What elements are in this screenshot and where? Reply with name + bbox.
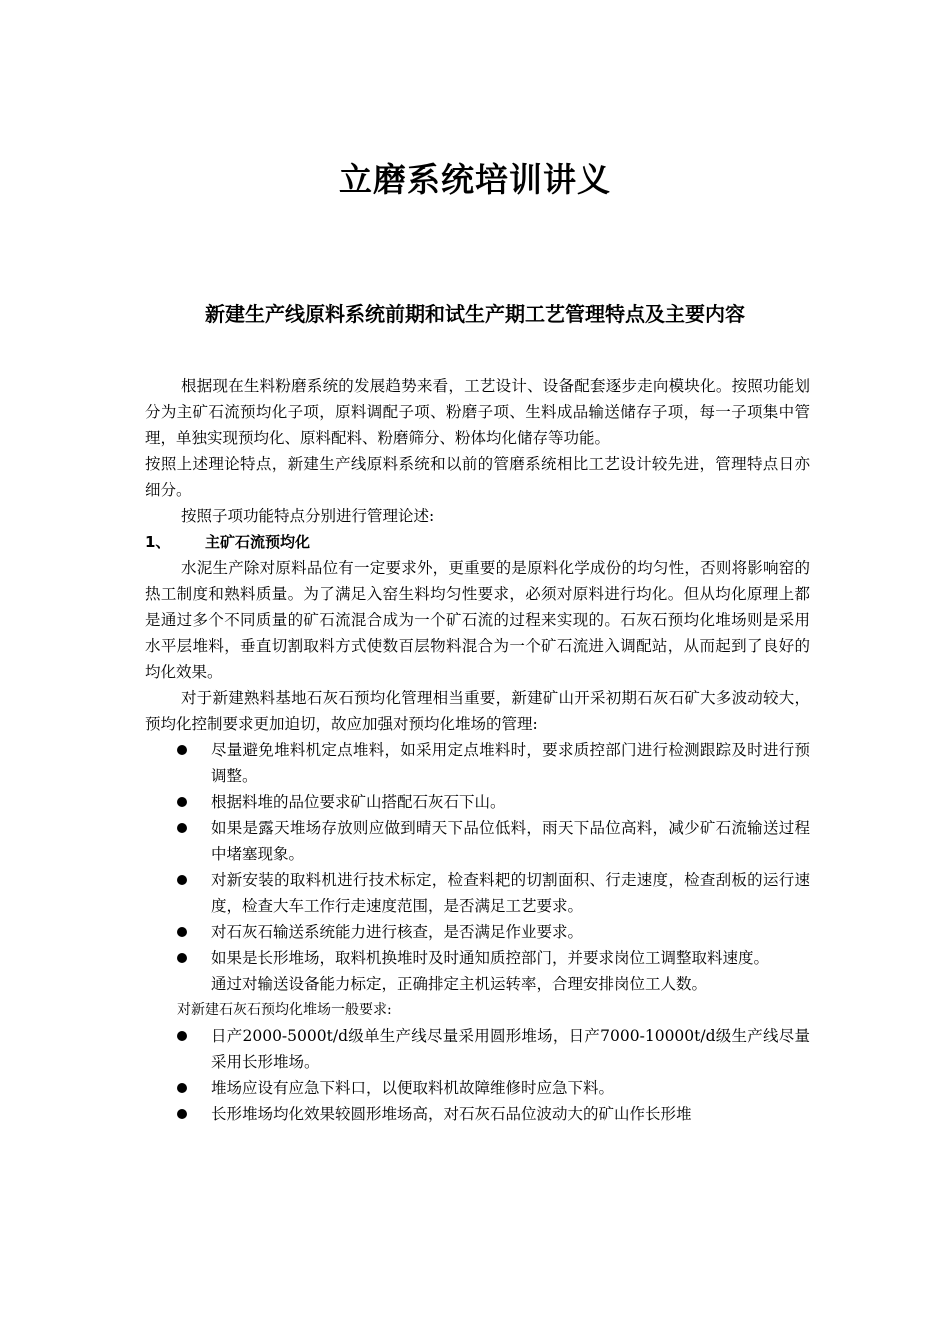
list-item: 如果是露天堆场存放则应做到晴天下品位低料，雨天下品位高料，减少矿石流输送过程中堵塞现象。 bbox=[175, 815, 810, 867]
list-item: 日产2000-5000t/d级单生产线尽量采用圆形堆场，日产7000-10000t/d级生产线尽量采用长形堆场。 bbox=[175, 1023, 810, 1075]
requirements-intro: 对新建石灰石预均化堆场一般要求: bbox=[177, 1002, 392, 1018]
bullet-icon bbox=[177, 1083, 187, 1093]
bullet-icon bbox=[177, 927, 187, 937]
stockpile-management-list bbox=[145, 737, 810, 971]
intro-paragraph-1: 根据现在生料粉磨系统的发展趋势来看，工艺设计、设备配套逐步走向模块化。按照功能划分为主矿石流预均化子项，原料调配子项、粉磨子项、生料成品输送储存子项，每一子项集中管理，单独实现预均化、原料配料、粉磨筛分、粉体均化储存等功能。 bbox=[145, 377, 810, 447]
document-title: 立磨系统培训讲义 bbox=[339, 160, 611, 199]
section-1-heading bbox=[145, 529, 810, 555]
section-1-note: 通过对输送设备能力标定，正确排定主机运转率，合理安排岗位工人数。 bbox=[211, 975, 708, 993]
list-item: 对新安装的取料机进行技术标定，检查料耙的切割面积、行走速度，检查刮板的运行速度，检查大车工作行走速度范围，是否满足工艺要求。 bbox=[175, 867, 810, 919]
section-1-number: 1、 bbox=[145, 533, 171, 551]
bullet-icon bbox=[177, 1031, 187, 1041]
list-item: 长形堆场均化效果较圆形堆场高，对石灰石品位波动大的矿山作长形堆 bbox=[175, 1101, 810, 1127]
section-1-paragraph-1: 水泥生产除对原料品位有一定要求外，更重要的是原料化学成份的均匀性，否则将影响窑的热工制度和熟料质量。为了满足入窑生料均匀性要求，必须对原料进行均化。但从均化原理上都是通过多个不同质量的矿石流混合成为一个矿石流的过程来实现的。石灰石预均化堆场则是采用水平层堆料，垂直切割取料方式使数百层物料混合为一个矿石流进入调配站，从而起到了良好的均化效果。 bbox=[145, 559, 810, 681]
intro-paragraph-2: 按照上述理论特点，新建生产线原料系统和以前的管磨系统相比工艺设计较先进，管理特点日亦细分。 bbox=[145, 455, 810, 499]
stockpile-requirements-list bbox=[145, 1023, 810, 1127]
bullet-icon bbox=[177, 875, 187, 885]
list-item: 对石灰石输送系统能力进行核查，是否满足作业要求。 bbox=[175, 919, 810, 945]
intro-paragraph-3: 按照子项功能特点分别进行管理论述: bbox=[181, 507, 435, 525]
bullet-icon bbox=[177, 953, 187, 963]
document-body bbox=[145, 373, 810, 1127]
bullet-icon bbox=[177, 745, 187, 755]
section-1-paragraph-2: 对于新建熟料基地石灰石预均化管理相当重要，新建矿山开采初期石灰石矿大多波动较大，预均化控制要求更加迫切，故应加强对预均化堆场的管理: bbox=[145, 689, 810, 733]
list-item: 根据料堆的品位要求矿山搭配石灰石下山。 bbox=[175, 789, 810, 815]
bullet-icon bbox=[177, 823, 187, 833]
list-item: 堆场应设有应急下料口，以便取料机故障维修时应急下料。 bbox=[175, 1075, 810, 1101]
list-item: 尽量避免堆料机定点堆料，如采用定点堆料时，要求质控部门进行检测跟踪及时进行预调整。 bbox=[175, 737, 810, 789]
list-item: 如果是长形堆场，取料机换堆时及时通知质控部门，并要求岗位工调整取料速度。 bbox=[175, 945, 810, 971]
bullet-icon bbox=[177, 1109, 187, 1119]
bullet-icon bbox=[177, 797, 187, 807]
document-subtitle: 新建生产线原料系统前期和试生产期工艺管理特点及主要内容 bbox=[205, 302, 745, 326]
section-1-title: 主矿石流预均化 bbox=[205, 533, 311, 551]
